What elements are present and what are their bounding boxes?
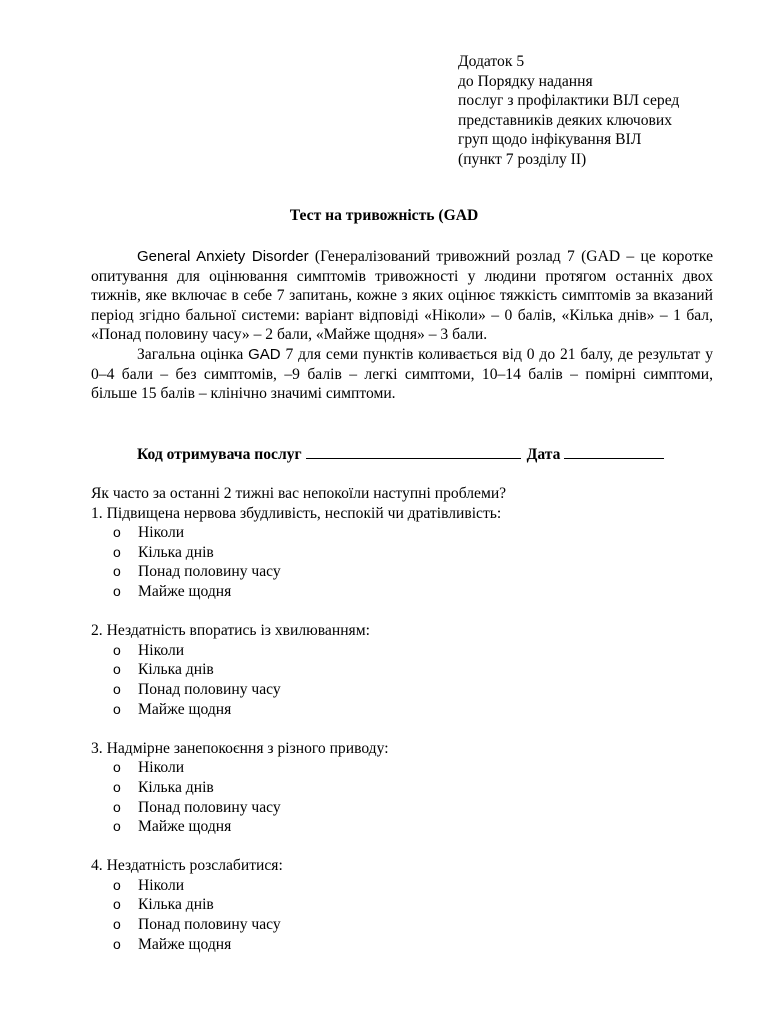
answer-option[interactable]	[91, 523, 731, 543]
answer-option-label: Понад половину часу	[138, 916, 281, 934]
answer-option-label: Майже щодня	[138, 582, 232, 600]
answer-option-label: Майже щодня	[138, 935, 232, 953]
appendix-line: Додаток 5	[458, 53, 525, 70]
question-title: 3. Надмірне занепокоєння з різного приводу:	[91, 739, 389, 757]
circle-bullet-icon: o	[113, 759, 121, 776]
answer-option-label: Кілька днів	[138, 896, 214, 914]
question-title: 1. Підвищена нервова збудливість, неспокій чи дратівливість:	[91, 504, 502, 522]
circle-bullet-icon: o	[113, 680, 121, 697]
answer-option-label: Кілька днів	[138, 661, 214, 679]
intro-gad-term: GAD	[248, 345, 281, 363]
circle-bullet-icon: o	[113, 641, 121, 658]
recipient-code-field[interactable]	[306, 444, 521, 459]
question-3	[91, 739, 731, 837]
answer-option-label: Понад половину часу	[138, 798, 281, 816]
answer-option[interactable]	[91, 680, 731, 700]
recipient-code-line	[137, 444, 664, 464]
answer-option[interactable]	[91, 562, 731, 582]
answer-option[interactable]	[91, 935, 731, 955]
circle-bullet-icon: o	[113, 524, 121, 541]
answer-option[interactable]	[91, 817, 731, 837]
circle-bullet-icon: o	[113, 778, 121, 795]
answer-option-label: Майже щодня	[138, 700, 232, 718]
intro-paragraph-2	[91, 345, 713, 404]
answer-option[interactable]	[91, 895, 731, 915]
answer-option-label: Майже щодня	[138, 818, 232, 836]
question-title: 2. Нездатність впоратись із хвилюванням:	[91, 622, 370, 640]
questionnaire-lead: Як часто за останні 2 тижні вас непокоїли наступні проблеми?	[91, 485, 507, 502]
circle-bullet-icon: o	[113, 582, 121, 599]
recipient-code-label: Код отримувача послуг	[137, 446, 302, 463]
answer-option-label: Кілька днів	[138, 543, 214, 561]
answer-option-label: Ніколи	[138, 524, 185, 542]
answer-option-label: Ніколи	[138, 876, 185, 894]
appendix-note	[458, 52, 738, 170]
answer-option[interactable]	[91, 582, 731, 602]
date-label: Дата	[526, 446, 561, 463]
appendix-line: груп щодо інфікування ВІЛ	[458, 131, 642, 149]
document-title: Тест на тривожність (GAD	[289, 207, 479, 224]
appendix-line: (пункт 7 розділу ІІ)	[458, 150, 587, 168]
appendix-line: послуг з профілактики ВІЛ серед	[458, 92, 680, 110]
question-2	[91, 621, 731, 719]
appendix-line: представників деяких ключових	[458, 111, 673, 129]
circle-bullet-icon: o	[113, 935, 121, 952]
answer-option-label: Ніколи	[138, 641, 185, 659]
answer-option[interactable]	[91, 778, 731, 798]
answer-option[interactable]	[91, 700, 731, 720]
question-4	[91, 856, 731, 954]
intro-description: (Генералізований тривожний розлад 7 (GAD – це коротке опитування для оцінювання симптомів тривожності у людини протягом останніх двох тижнів, яке включає в себе 7 запитань, кожне з яких оцінює тяжкість симптомів за вказаний період згідно бальної системи: варіант відповіді «Ніколи» – 0 балів, «Кілька днів» – 1 бал, «Понад половину часу» – 2 бали, «Майже щодня» – 3 бали.	[91, 248, 713, 344]
date-field[interactable]	[564, 444, 664, 459]
question-title: 4. Нездатність розслабитися:	[91, 857, 283, 875]
intro-text	[91, 247, 713, 404]
circle-bullet-icon: o	[113, 700, 121, 717]
answer-option[interactable]	[91, 660, 731, 680]
intro-paragraph-1	[91, 247, 713, 345]
answer-option[interactable]	[91, 798, 731, 818]
answer-option[interactable]	[91, 758, 731, 778]
circle-bullet-icon: o	[113, 798, 121, 815]
answer-option-label: Понад половину часу	[138, 680, 281, 698]
circle-bullet-icon: o	[113, 661, 121, 678]
appendix-line: до Порядку надання	[458, 72, 593, 90]
circle-bullet-icon: o	[113, 543, 121, 560]
answer-option[interactable]	[91, 543, 731, 563]
answer-option[interactable]	[91, 641, 731, 661]
answer-option[interactable]	[91, 876, 731, 896]
circle-bullet-icon: o	[113, 818, 121, 835]
answer-option[interactable]	[91, 915, 731, 935]
circle-bullet-icon: o	[113, 896, 121, 913]
circle-bullet-icon: o	[113, 563, 121, 580]
intro-term: General Anxiety Disorder	[137, 248, 309, 265]
answer-option-label: Ніколи	[138, 759, 185, 777]
intro-score-start: Загальна оцінка	[137, 345, 249, 363]
questionnaire	[91, 484, 731, 974]
circle-bullet-icon: o	[113, 916, 121, 933]
intro-score-text: 7 для семи пунктів коливається від 0 до 21 балу, де результат у 0–4 бали – без симптомів, –9 балів – легкі симптоми, 10–14 балів – помірні симптоми, більше 15 балів – клінічно значимі симптоми.	[91, 345, 713, 403]
answer-option-label: Понад половину часу	[138, 563, 281, 581]
circle-bullet-icon: o	[113, 876, 121, 893]
answer-option-label: Кілька днів	[138, 778, 214, 796]
question-1	[91, 504, 731, 602]
